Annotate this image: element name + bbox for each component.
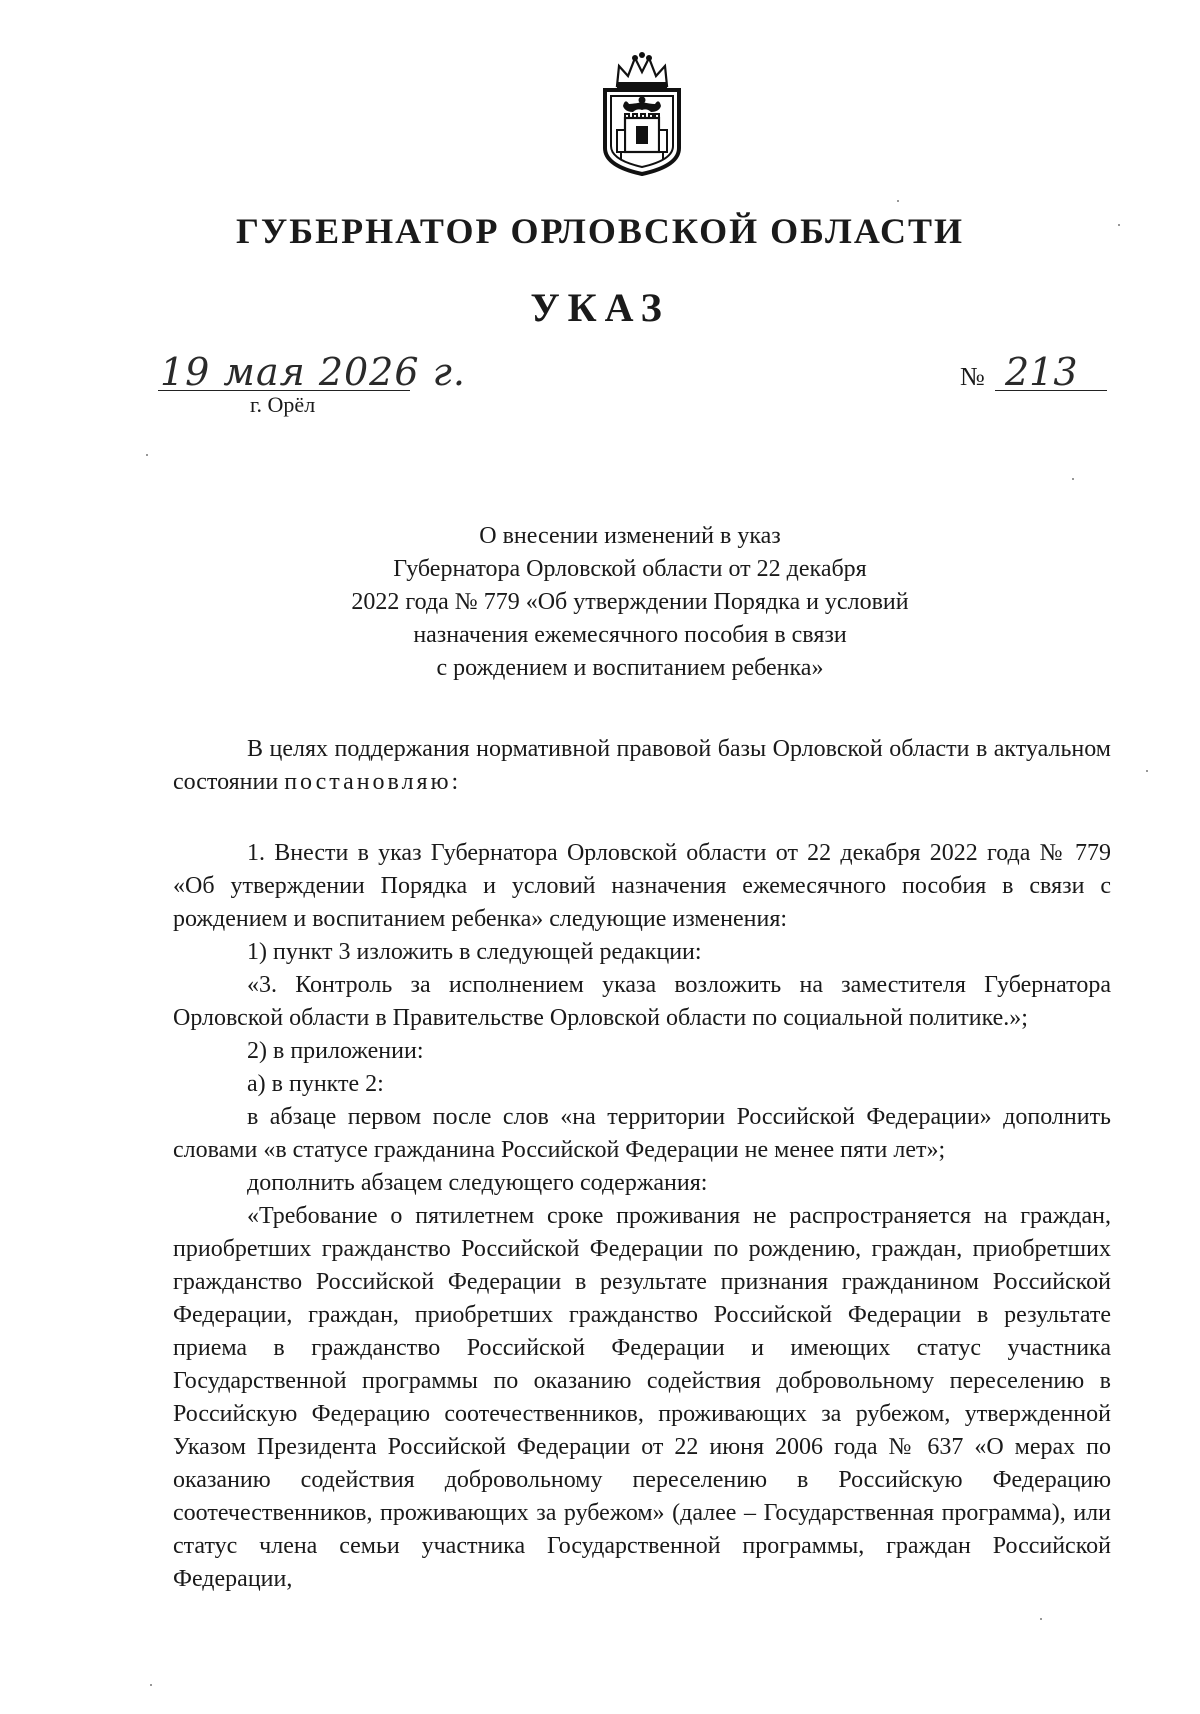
- preamble-paragraph: [173, 733, 1111, 799]
- scan-speck: [1118, 224, 1120, 226]
- number-sign: №: [960, 362, 985, 391]
- paragraph-1: 1. Внести в указ Губернатора Орловской области от 22 декабря 2022 года № 779 «Об утверждении Порядка и условий назначения ежемесячного пособия в связи с рождением и воспитанием ребенка» следующие изменения:: [173, 840, 1111, 932]
- scan-speck: [1072, 478, 1074, 480]
- paragraph-item-3-text: «3. Контроль за исполнением указа возложить на заместителя Губернатора Орловской области в Правительстве Орловской области по социальной политике.»;: [173, 972, 1111, 1031]
- preamble-text: В целях поддержания нормативной правовой базы Орловской области в актуальном состоянии: [173, 736, 1111, 795]
- subject-line: 2022 года № 779 «Об утверждении Порядка и условий: [351, 589, 909, 615]
- resolve-word: постановляю:: [284, 769, 462, 795]
- issuing-authority-heading: ГУБЕРНАТОР ОРЛОВСКОЙ ОБЛАСТИ: [235, 211, 965, 251]
- document-body: [173, 733, 1111, 1596]
- subject-line: Губернатора Орловской области от 22 декабря: [393, 556, 867, 582]
- paragraph-1-item-2: 2) в приложении:: [247, 1038, 424, 1064]
- handwritten-date: 19 мая 2026 г.: [160, 350, 466, 394]
- subject-line: назначения ежемесячного пособия в связи: [413, 622, 847, 648]
- number-underline: [995, 390, 1107, 391]
- paragraph-abzac-first: в абзаце первом после слов «на территории Российской Федерации» дополнить словами «в статусе гражданина Российской Федерации не менее пяти лет»;: [173, 1104, 1111, 1163]
- scan-speck: [897, 200, 899, 202]
- document-type-heading: УКАЗ: [530, 285, 670, 330]
- paragraph-1-item-1: 1) пункт 3 изложить в следующей редакции:: [247, 939, 702, 965]
- coat-of-arms-emblem: [595, 52, 689, 178]
- scan-speck: [150, 1684, 152, 1686]
- subject-line: О внесении изменений в указ: [479, 523, 781, 549]
- paragraph-requirement-text: «Требование о пятилетнем сроке проживания не распространяется на граждан, приобретших гражданство Российской Федерации по рождению, граждан, приобретших гражданство Российской Федерации в результате признания гражданином Российской Федерации, граждан, приобретших гражданство Российской Федерации в результате приема в гражданство Российской Федерации и имеющих статус участника Государственной программы по оказанию содействия добровольному переселению в Российскую Федерацию соотечественников, проживающих за рубежом, утвержденной Указом Президента Российской Федерации от 22 июня 2006 года № 637 «О мерах по оказанию содействия добровольному переселению в Российскую Федерацию соотечественников, проживающих за рубежом» (далее – Государственная программа), или статус члена семьи участника Государственной программы, граждан Российской Федерации,: [173, 1203, 1111, 1592]
- subject-line: с рождением и воспитанием ребенка»: [436, 655, 824, 681]
- scan-speck: [1040, 1618, 1042, 1620]
- date-underline: [158, 390, 410, 391]
- handwritten-document-number: 213: [1005, 350, 1078, 394]
- document-subject: [330, 520, 930, 685]
- scan-speck: [146, 454, 148, 456]
- paragraph-add-abzac: дополнить абзацем следующего содержания:: [247, 1170, 708, 1196]
- paragraph-subitem-a: а) в пункте 2:: [247, 1071, 384, 1097]
- issue-city: г. Орёл: [250, 392, 316, 417]
- scan-speck: [1146, 770, 1148, 772]
